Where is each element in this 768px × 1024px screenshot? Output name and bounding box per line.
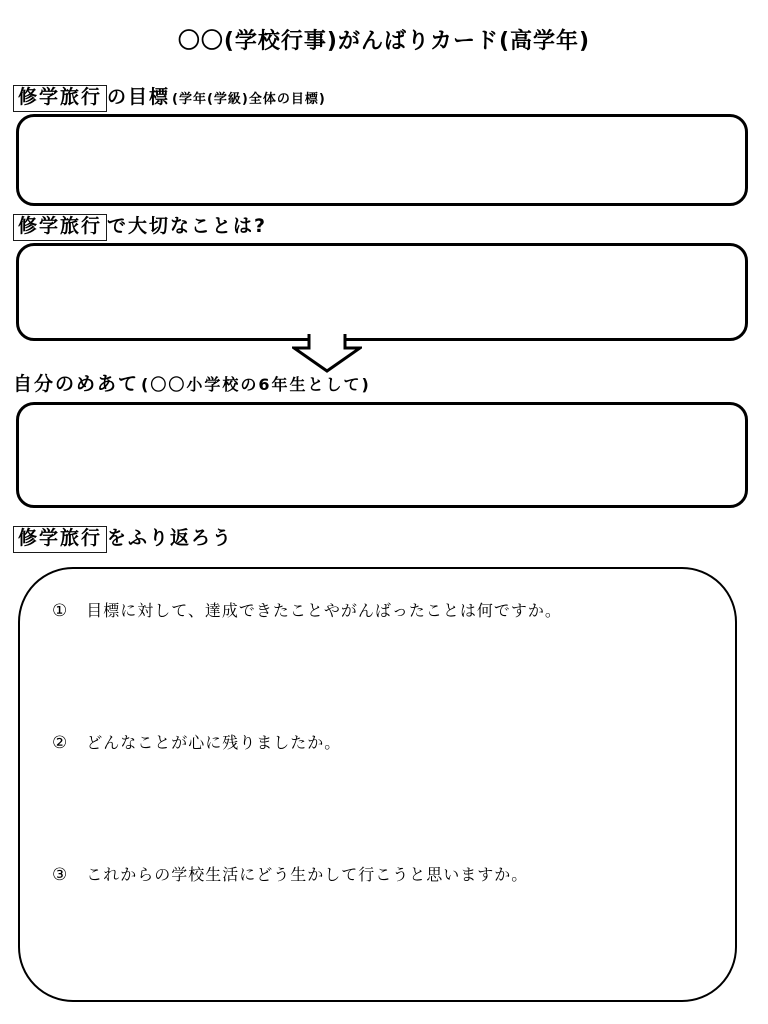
question-2-text: どんなことが心に残りましたか。 bbox=[86, 733, 342, 752]
reflection-boxed-term: 修学旅行 bbox=[13, 526, 107, 553]
important-answer-box[interactable] bbox=[16, 243, 748, 341]
down-arrow-icon bbox=[292, 334, 362, 374]
goal-label-note: (学年(学級)全体の目標) bbox=[172, 92, 326, 107]
reflection-section-label bbox=[13, 523, 233, 553]
page-title: 〇〇(学校行事)がんばりカード(高学年) bbox=[177, 29, 591, 54]
reflection-label-text: をふり返ろう bbox=[107, 527, 234, 549]
question-3-number: ③ bbox=[52, 865, 69, 885]
important-label-text: で大切なことは? bbox=[107, 215, 268, 237]
question-3-text: これからの学校生活にどう生かして行こうと思いますか。 bbox=[86, 865, 529, 884]
reflection-question-1 bbox=[52, 598, 562, 621]
question-1-text: 目標に対して、達成できたことやがんばったことは何ですか。 bbox=[86, 601, 562, 620]
reflection-answer-box[interactable] bbox=[18, 567, 737, 1002]
goal-label-text: の目標 bbox=[107, 86, 171, 108]
goal-section-label bbox=[13, 82, 326, 112]
reflection-question-2 bbox=[52, 730, 341, 753]
goal-answer-box[interactable] bbox=[16, 114, 748, 206]
important-boxed-term: 修学旅行 bbox=[13, 214, 107, 241]
important-section-label bbox=[13, 211, 267, 241]
question-1-number: ① bbox=[52, 601, 69, 621]
personal-goal-label-text: 自分のめあて bbox=[13, 373, 140, 395]
question-2-number: ② bbox=[52, 733, 69, 753]
goal-boxed-term: 修学旅行 bbox=[13, 85, 107, 112]
personal-goal-label-note: (〇〇小学校の6年生として) bbox=[141, 375, 371, 394]
reflection-question-3 bbox=[52, 862, 528, 885]
personal-goal-answer-box[interactable] bbox=[16, 402, 748, 508]
